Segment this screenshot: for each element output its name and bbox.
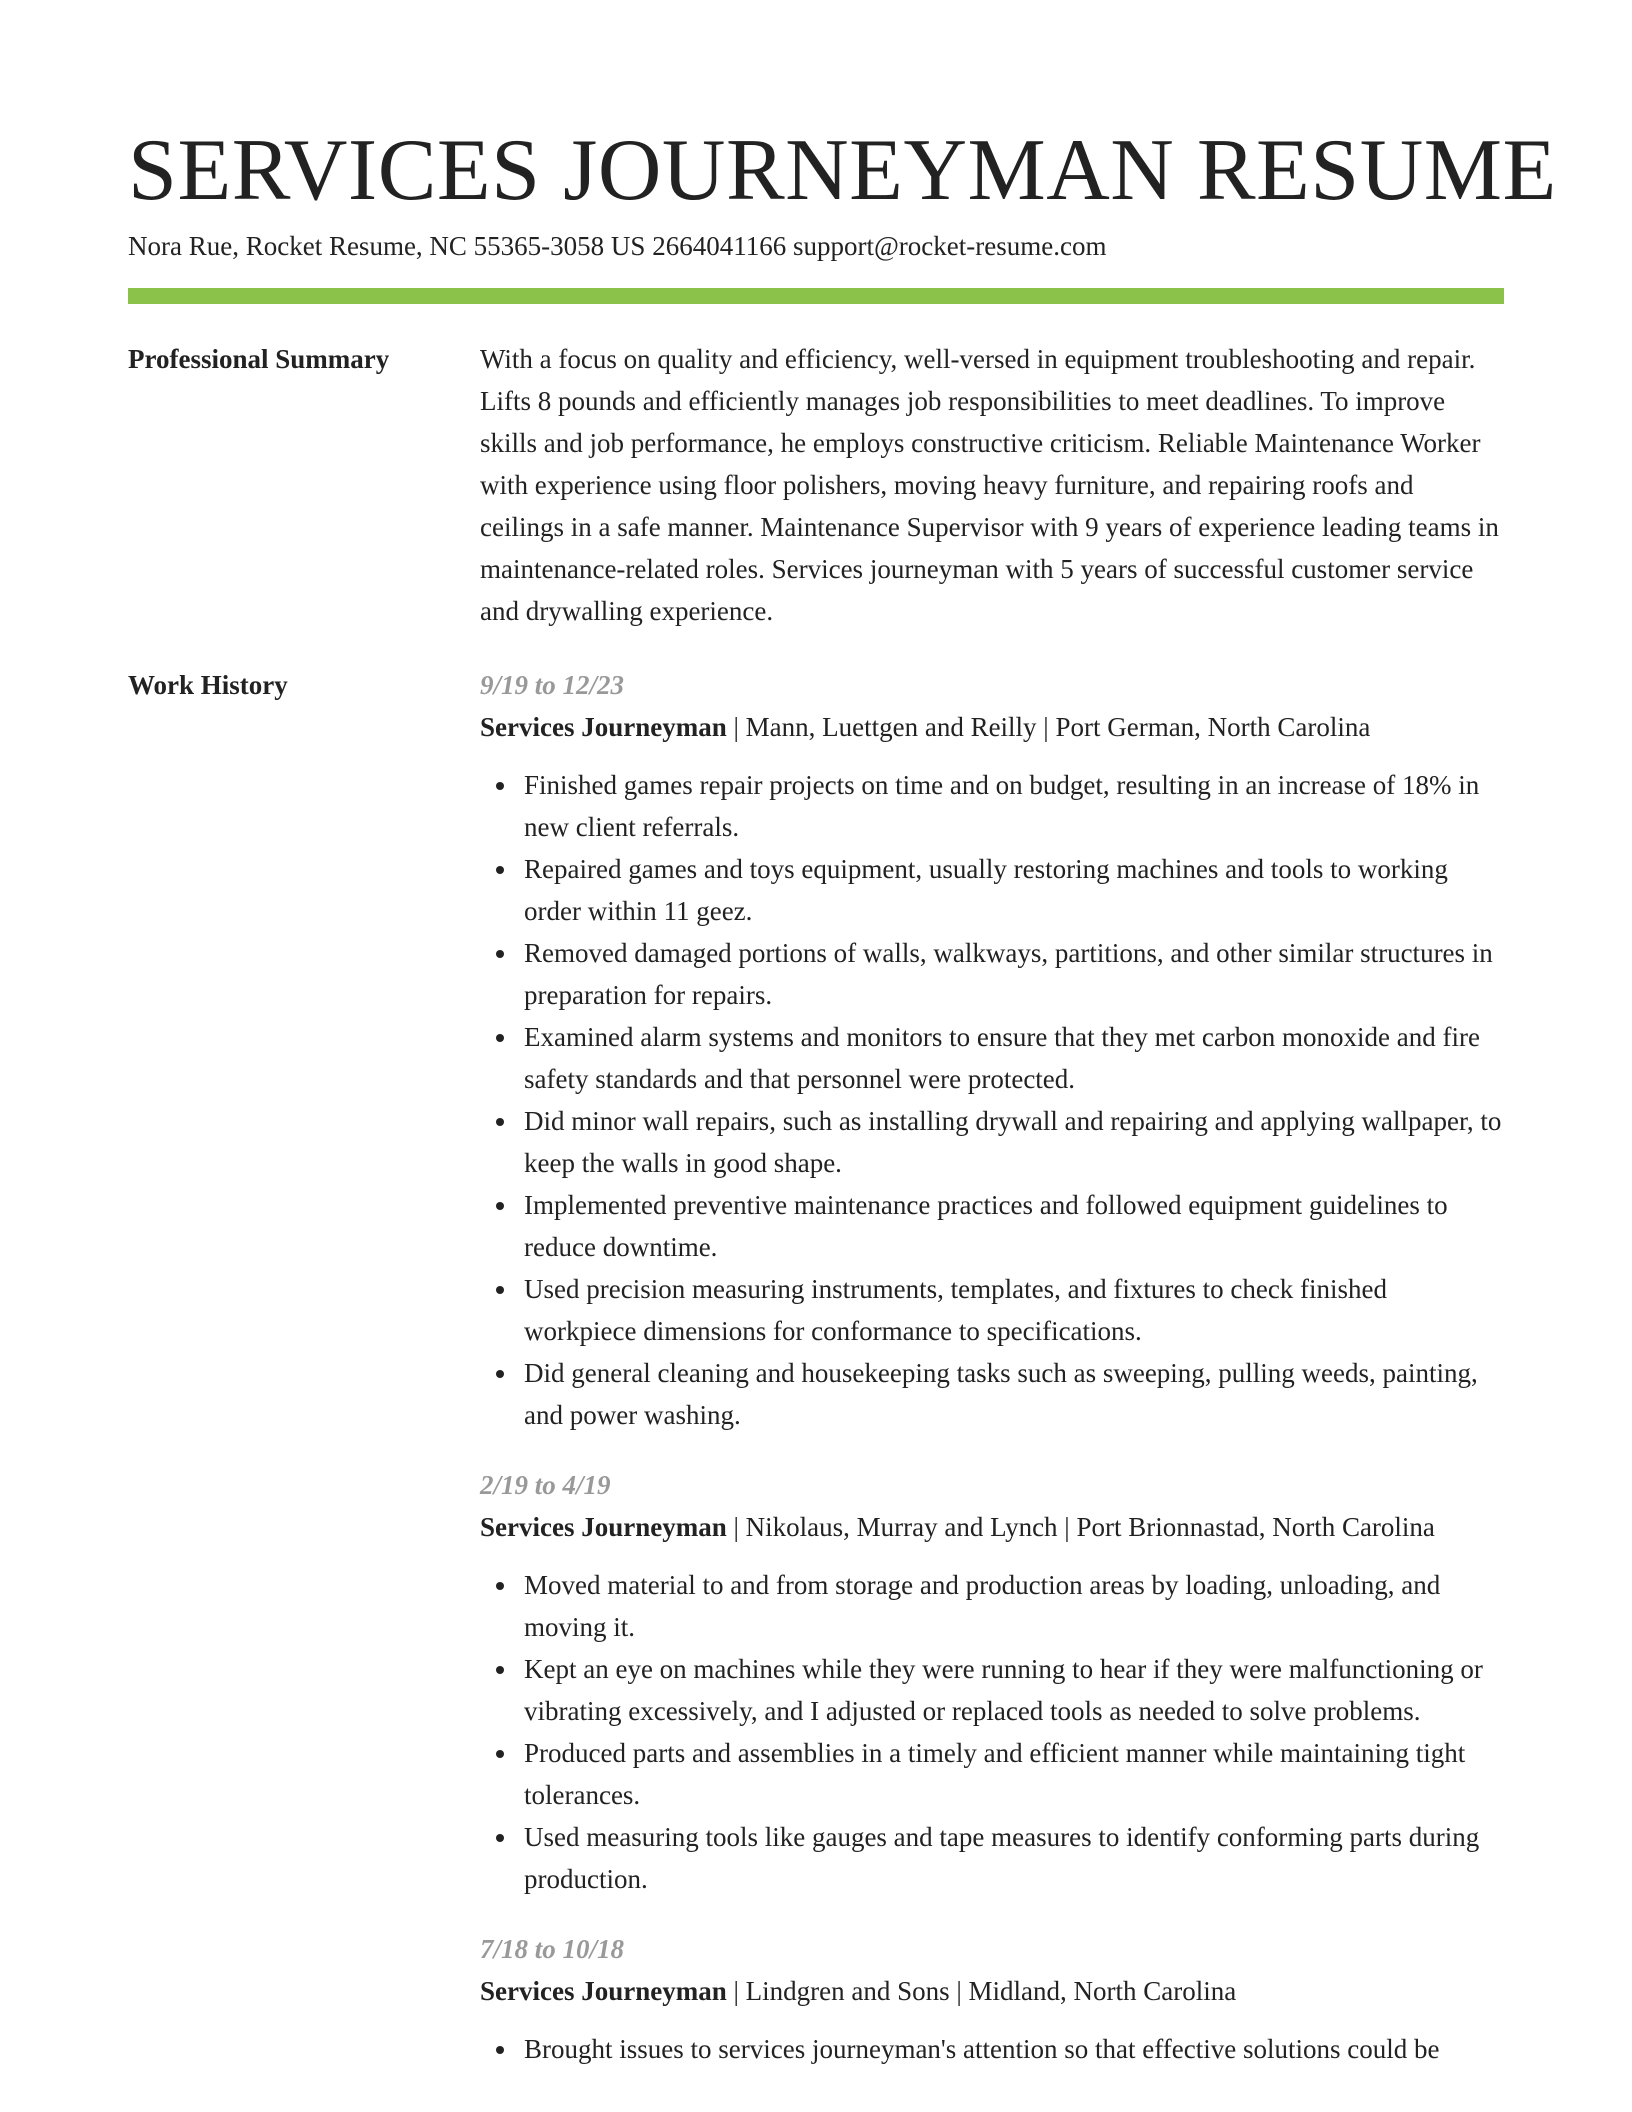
duty-item: Examined alarm systems and monitors to ensure that they met carbon monoxide and fire safety standards and that personnel were protected.: [524, 1016, 1504, 1100]
job-dates: 9/19 to 12/23: [480, 670, 625, 700]
job-heading: [480, 1970, 1504, 2012]
job-dates: 2/19 to 4/19: [480, 1470, 611, 1500]
duty-item: Removed damaged portions of walls, walkways, partitions, and other similar structures in preparation for repairs.: [524, 932, 1504, 1016]
duty-item: Did minor wall repairs, such as installing drywall and repairing and applying wallpaper, to keep the walls in good shape.: [524, 1100, 1504, 1184]
duty-item: Finished games repair projects on time and on budget, resulting in an increase of 18% in new client referrals.: [524, 764, 1504, 848]
work-history-list: [480, 664, 1504, 2070]
job-employer-location: | Lindgren and Sons | Midland, North Carolina: [726, 1976, 1237, 2006]
professional-summary-section: [128, 338, 1504, 632]
duty-item: Used precision measuring instruments, templates, and fixtures to check finished workpiece dimensions for conformance to specifications.: [524, 1268, 1504, 1352]
job-heading: [480, 1506, 1504, 1548]
duty-item: Produced parts and assemblies in a timely and efficient manner while maintaining tight tolerances.: [524, 1732, 1504, 1816]
summary-text: With a focus on quality and efficiency, well-versed in equipment troubleshooting and repair. Lifts 8 pounds and efficiently manages job responsibilities to meet deadlines. To improve skills and job performance, he employs constructive criticism. Reliable Maintenance Worker with experience using floor polishers, moving heavy furniture, and repairing roofs and ceilings in a safe manner. Maintenance Supervisor with 9 years of experience leading teams in maintenance-related roles. Services journeyman with 5 years of successful customer service and drywalling experience.: [480, 344, 1499, 626]
job-employer-location: | Mann, Luettgen and Reilly | Port German, North Carolina: [726, 712, 1371, 742]
job-title: Services Journeyman: [480, 1512, 727, 1542]
duty-item: Kept an eye on machines while they were running to hear if they were malfunctioning or vibrating excessively, and I adjusted or replaced tools as needed to solve problems.: [524, 1648, 1504, 1732]
job-title: Services Journeyman: [480, 1976, 727, 2006]
summary-heading: Professional Summary: [128, 344, 390, 374]
duty-item: Brought issues to services journeyman's attention so that effective solutions could be: [524, 2028, 1504, 2070]
job-heading: [480, 706, 1504, 748]
job-entry: [480, 1928, 1504, 2070]
work-history-section: [128, 664, 1504, 2070]
resume-page: [128, 0, 1557, 2070]
job-duties: [480, 1564, 1504, 1900]
contact-info: Nora Rue, Rocket Resume, NC 55365-3058 US 2664041166 support@rocket-resume.com: [128, 231, 1107, 261]
duty-item: Implemented preventive maintenance practices and followed equipment guidelines to reduce downtime.: [524, 1184, 1504, 1268]
duty-item: Repaired games and toys equipment, usually restoring machines and tools to working order within 11 geez.: [524, 848, 1504, 932]
job-entry: [480, 1464, 1504, 1900]
work-history-heading: Work History: [128, 670, 288, 700]
job-duties: [480, 2028, 1504, 2070]
accent-divider: [128, 288, 1504, 304]
job-employer-location: | Nikolaus, Murray and Lynch | Port Brionnastad, North Carolina: [726, 1512, 1435, 1542]
job-entry: [480, 664, 1504, 1436]
job-dates: 7/18 to 10/18: [480, 1934, 625, 1964]
job-duties: [480, 764, 1504, 1436]
duty-item: Moved material to and from storage and production areas by loading, unloading, and moving it.: [524, 1564, 1504, 1648]
duty-item: Used measuring tools like gauges and tape measures to identify conforming parts during production.: [524, 1816, 1504, 1900]
resume-title: SERVICES JOURNEYMAN RESUME: [128, 122, 1557, 219]
job-title: Services Journeyman: [480, 712, 727, 742]
duty-item: Did general cleaning and housekeeping tasks such as sweeping, pulling weeds, painting, and power washing.: [524, 1352, 1504, 1436]
